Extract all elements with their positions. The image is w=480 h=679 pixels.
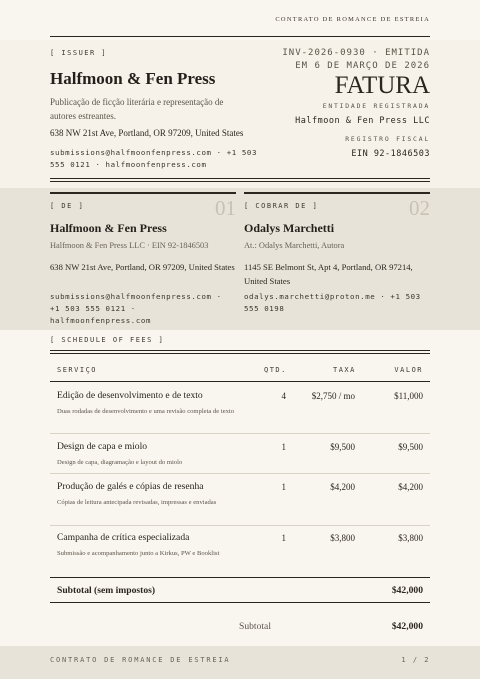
document-header-title: CONTRATO DE ROMANCE DE ESTREIA — [275, 16, 430, 23]
row-service: Campanha de crítica especializada — [57, 532, 190, 543]
from-party — [50, 192, 236, 325]
column-qty: QTD. — [264, 366, 287, 374]
from-address: 638 NW 21st Ave, Portland, OR 97209, United States — [50, 262, 235, 272]
row-rate: $4,200 — [330, 482, 355, 492]
row-value: $3,800 — [398, 533, 423, 543]
row-service: Produção de galés e cópias de resenha — [57, 481, 204, 492]
from-name: Halfmoon & Fen Press — [50, 221, 167, 235]
invoice-number: INV-2026-0930 · EMITIDA — [282, 48, 430, 58]
row-service: Design de capa e miolo — [57, 441, 148, 452]
header-rule — [50, 36, 430, 37]
column-value: VALOR — [394, 366, 423, 374]
from-number: 01 — [215, 196, 236, 220]
row-description: Duas rodadas de desenvolvimento e uma revisão completa de texto — [57, 408, 235, 415]
party-rule — [244, 192, 430, 194]
invoice-date: EM 6 DE MARÇO DE 2026 — [295, 60, 430, 71]
section-divider — [50, 178, 430, 182]
entity-value: Halfmoon & Fen Press LLC — [295, 116, 430, 126]
summary-subtotal-label: Subtotal — [239, 621, 271, 632]
row-rate: $2,750 / mo — [311, 391, 355, 401]
summary-subtotal-amount: $42,000 — [391, 621, 423, 632]
tax-value: EIN 92-1846503 — [351, 149, 430, 159]
fees-divider — [50, 350, 430, 354]
bill-to-contact: odalys.marchetti@proton.me · +1 503 555 0198 — [244, 292, 421, 313]
party-rule — [50, 192, 236, 194]
table-row — [50, 474, 430, 526]
row-description: Design de capa, diagramação e layout do miolo — [57, 459, 183, 466]
row-rate: $9,500 — [330, 442, 355, 452]
from-tag: [ DE ] — [50, 202, 85, 210]
row-qty: 1 — [281, 533, 286, 543]
from-subtitle: Halfmoon & Fen Press LLC · EIN 92-1846503 — [50, 241, 209, 250]
table-row — [50, 526, 430, 577]
subtotal-label: Subtotal (sem impostos) — [57, 585, 156, 596]
issuer-name: Halfmoon & Fen Press — [50, 69, 216, 88]
subtotal-row — [50, 577, 430, 603]
table-row — [50, 434, 430, 474]
fees-table-header — [50, 366, 430, 382]
subtotal-amount: $42,000 — [391, 585, 423, 596]
issuer-contact: submissions@halfmoonfenpress.com · +1 503 555 0121 · halfmoonfenpress.com — [50, 148, 258, 169]
top-bar — [0, 0, 480, 38]
invoice-meta — [230, 47, 430, 72]
page-number: 1 / 2 — [401, 656, 430, 664]
issuer-address: 638 NW 21st Ave, Portland, OR 97209, United States — [50, 128, 244, 138]
row-qty: 1 — [281, 482, 286, 492]
bill-to-address: 1145 SE Belmont St, Apt 4, Portland, OR 97214, United States — [244, 262, 413, 286]
footer-title: CONTRATO DE ROMANCE DE ESTREIA — [50, 656, 231, 664]
row-value: $4,200 — [398, 482, 423, 492]
bill-to-number: 02 — [409, 196, 430, 220]
row-qty: 4 — [281, 391, 286, 401]
row-value: $11,000 — [394, 391, 423, 401]
bill-to-name: Odalys Marchetti — [244, 221, 335, 235]
issuer-tag: [ ISSUER ] — [50, 49, 108, 57]
row-rate: $3,800 — [330, 533, 355, 543]
column-rate: TAXA — [333, 366, 356, 374]
bill-to-subtitle: At.: Odalys Marchetti, Autora — [244, 241, 345, 250]
column-service: SERVIÇO — [57, 366, 98, 374]
row-description: Cópias de leitura antecipada revisadas, impressas e enviadas — [57, 499, 217, 506]
entity-label: ENTIDADE REGISTRADA — [322, 102, 430, 110]
bill-to-tag: [ COBRAR DE ] — [244, 202, 319, 210]
bill-to-party — [244, 192, 430, 313]
row-value: $9,500 — [398, 442, 423, 452]
row-qty: 1 — [281, 442, 286, 452]
document-title: FATURA — [334, 72, 430, 99]
tax-label: REGISTRO FISCAL — [345, 135, 430, 143]
issuer-description: Publicação de ficção literária e representação de autores estreantes. — [50, 97, 224, 121]
table-row — [50, 382, 430, 434]
fees-tag: [ SCHEDULE OF FEES ] — [50, 336, 165, 344]
from-contact: submissions@halfmoonfenpress.com · +1 503 555 0121 · halfmoonfenpress.com — [50, 292, 222, 325]
row-description: Submissão e acompanhamento junto a Kirkus, PW e Booklist — [57, 550, 220, 557]
row-service: Edição de desenvolvimento e de texto — [57, 390, 203, 401]
page-footer — [0, 646, 480, 679]
